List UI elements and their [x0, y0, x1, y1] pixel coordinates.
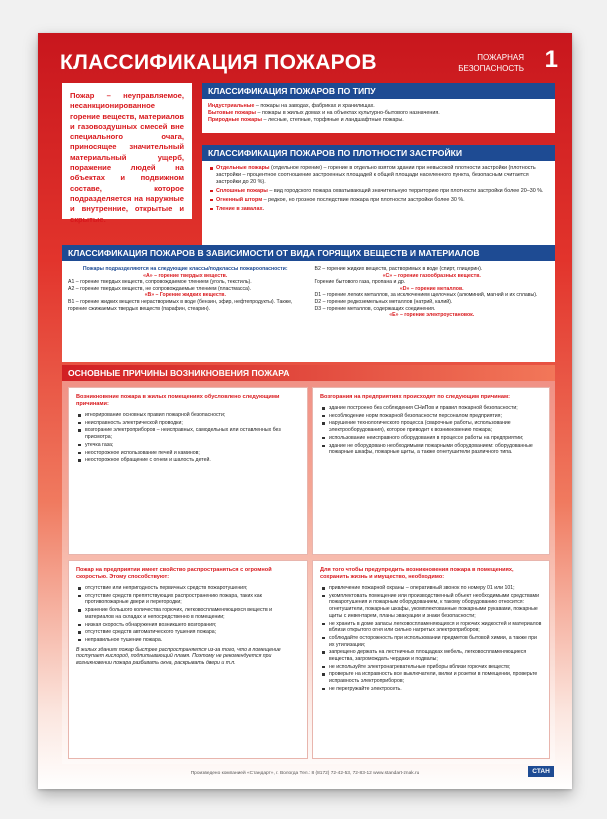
item-term: Индустриальные — [208, 103, 255, 109]
section-heading: ОСНОВНЫЕ ПРИЧИНЫ ВОЗНИКНОВЕНИЯ ПОЖАРА — [62, 365, 555, 381]
section-heading: КЛАССИФИКАЦИЯ ПОЖАРОВ В ЗАВИСИМОСТИ ОТ ВИДА ГОРЯЩИХ ВЕЩЕСТВ И МАТЕРИАЛОВ — [62, 245, 555, 261]
list-item: отсутствие или непригодность первичных средств пожаротушения; — [85, 585, 300, 592]
item-term: Сплошные пожары — [216, 187, 268, 194]
list-item: проверьте на исправность все выключатели, вилки и розетки в помещении, проверьте исправность электроприборов; — [329, 671, 542, 684]
list-item — [216, 188, 549, 195]
item-term: Природные пожары — [208, 116, 263, 123]
list-item — [216, 206, 549, 213]
fire-prevention: Для того чтобы предупредить возникновения пожара в помещениях, сохранить жизнь и имущество, необходимо: привлечение пожарной охраны – оперативный звонок по номеру 01 или 101; укомплектовать помещение или производственный объект необходимыми средствами пожаротушения и пожарным оборудованием, к такому оборудованию относится: огнетушители, пожарные шкафы, укомплектованные пожарными рукавами, пожарные щиты с инвентарем, планы эвакуации и знаки безопасности; не хранить в доме запасы легковоспламеняющихся и горючих жидкостей и материалов вблизи открытого огня или сильно нагретых электроприборов; соблюдайте осторожность при использовании предметов бытовой химии, а также при их утилизации; запрещено держать на лестничных площадках мебель, легковоспламеняющиеся вещества, загромождать чердаки и подвалы; не используйте электронагревательные приборы вблизи горючих веществ; проверьте на исправность все выключатели, вилки и розетки в помещении, проверьте исправность электроприборов; не перегружайте электросеть. — [312, 560, 550, 759]
prevention-list — [320, 585, 542, 693]
class-b1: B1 – горение жидких веществ нерастворимых в воде (бензин, эфир, нефтепродукты). Также, горение сжижаемых твердых веществ (парафин, стеарин). — [68, 298, 293, 312]
classification-by-type — [202, 83, 555, 133]
class-a: «А» – горение твердых веществ. — [143, 272, 228, 279]
item-text: – редкое, но грозное последствие пожара при плотности застройки более 30 %. — [262, 196, 465, 203]
causes-homes: Возникновение пожара в жилых помещениях обусловлено следующими причинами: игнорирование основных правил пожарной безопасности; неисправность электрической проводки; возгорание электроприборов – неисправных, самодельных или оставленных без присмотра; утечка газа; неосторожное использование печей и каминов; неосторожное обращение с огнем и шалость детей. — [68, 387, 308, 555]
spread-note: В жилых зданиях пожар быстрее распространяется из-за того, что в помещение поступает кислород, подпитывающий пламя. Поэтому не рекомендуется при возникновении пожара разбивать окна, раскрывать двери и т.п. — [76, 646, 281, 667]
list-item: неправильное тушение пожара. — [85, 637, 300, 644]
list-item: игнорирование основных правил пожарной безопасности; — [85, 412, 300, 419]
list-item: отсутствие средств автоматического тушения пожара; — [85, 629, 300, 636]
poster-number: 1 — [544, 46, 558, 73]
list-item: возгорание электроприборов – неисправных, самодельных или оставленных без присмотра; — [85, 427, 300, 440]
class-b: «В» – Горение жидких веществ. — [144, 292, 226, 299]
class-a1: A1 – горение твердых веществ, сопровождаемое тлением (уголь, текстиль). — [68, 279, 252, 286]
materials-intro: Пожары подразделяются на следующие классы/подклассы пожароопасности: — [82, 266, 288, 272]
item-text: – лесные, степные, торфяные и ландшафтные пожары. — [262, 116, 404, 123]
causes-homes-list — [76, 412, 300, 464]
fire-spread-factors: Пожар на предприятии имеет свойство распространяться с огромной скоростью. Этому способствуют: отсутствие или непригодность первичных средств пожаротушения; отсутствие средств препятствующих распространению пожара, таких как противопожарные двери и перегородки; хранение большого количества горючих, легковоспламеняющихся веществ и материалов на складах и непосредственно в помещении; низкая скорость обнаружения возникшего возгорания; отсутствие средств автоматического тушения пожара; неправильное тушение пожара. В жилых зданиях пожар быстрее распространяется из-за того, что в помещение поступает кислород, подпитывающий пламя. Поэтому не рекомендуется при возникновении пожара разбивать окна, раскрывать двери и т.п. — [68, 560, 308, 759]
poster — [38, 33, 572, 789]
fire-causes — [62, 365, 555, 764]
list-item: не хранить в доме запасы легковоспламеняющихся и горючих жидкостей и материалов вблизи открытого огня или сильно нагретых электроприборов; — [329, 620, 542, 634]
brand-logo: CTAH — [528, 766, 554, 777]
class-d2: D2 – горение редкоземельных металлов (натрий, калий). — [314, 298, 453, 305]
list-item: не используйте электронагревательные приборы вблизи горючих веществ; — [329, 664, 542, 671]
list-item: использование неисправного оборудования в процессе работы на предприятии; — [329, 435, 542, 442]
list-item — [208, 103, 549, 110]
class-d3: D3 – горение металлов, содержащих соединения. — [314, 305, 436, 312]
spread-list — [76, 585, 300, 644]
item-text: – вид городского пожара охватывающий значительную территорию при плотности застройки более 20–30 %. — [267, 187, 544, 194]
list-item: запрещено держать на лестничных площадках мебель, легковоспламеняющиеся вещества, загромождать чердаки и подвалы; — [329, 649, 542, 662]
section-heading: КЛАССИФИКАЦИЯ ПОЖАРОВ ПО ТИПУ — [202, 83, 555, 99]
list-item: здание построено без соблюдения СНиПов и правил пожарной безопасности; — [329, 405, 542, 412]
list-item: укомплектовать помещение или производственный объект необходимыми средствами пожаротушения и пожарным оборудованием, к такому оборудованию относится: огнетушители, пожарные шкафы, укомплектованные пожарными рукавами, пожарные щиты с инвентарем, планы эвакуации и знаки безопасности; — [329, 593, 542, 620]
list-item: отсутствие средств препятствующих распространению пожара, таких как противопожарные двери и перегородки; — [85, 593, 300, 606]
density-list — [208, 165, 549, 212]
category-label: ПОЖАРНАЯ БЕЗОПАСНОСТЬ — [458, 53, 524, 73]
list-item: здание не оборудовано необходимыми пожарными оборудованием: оборудованные пожарные шкафы, пожарные щиты, а также огнетушители различного типа. — [329, 443, 542, 456]
list-item: соблюдайте осторожность при использовании предметов бытовой химии, а также при их утилизации; — [329, 635, 542, 648]
item-text: (отдельное горение) – горение в отдельно взятом здании при невысокой плотности застройки (плотность застройки – процентное соотношение застроенных площадей к общей площади населенного пункта, безопасным считается застройки до 20 %). — [216, 165, 536, 185]
list-item — [216, 165, 549, 185]
class-b2: B2 – горение жидких веществ, растворимых в воде (спирт, глицерин). — [314, 266, 483, 272]
item-term: Тление в завалах. — [216, 205, 264, 212]
causes-enterprises: Возгорания на предприятиях происходят по следующим причинам: здание построено без соблюдения СНиПов и правил пожарной безопасности; несоблюдение норм пожарной безопасности персоналом предприятия; нарушение технологического процесса (сварочные работы, использование электрооборудования), которое приводит к возникновению пожара; использование неисправного оборудования в процессе работы на предприятии; здание не оборудовано необходимыми пожарными оборудованием: оборудованные пожарные шкафы, пожарные щиты, а также огнетушители различного типа. — [312, 387, 550, 555]
fire-definition: Пожар – неуправляемое, несанкционированное горение веществ, материалов и газовоздушных смесей вне специального очага, приносящее значительный материальный ущерб, поражение людей на объектах и подвижном составе, которое подразделяется на наружные и внутренние, открытые и скрытые. — [62, 83, 192, 219]
list-item: неосторожное использование печей и каминов; — [85, 450, 300, 457]
list-item: нарушение технологического процесса (сварочные работы, использование электрооборудования), которое приводит к возникновению пожара; — [329, 420, 542, 433]
item-text: – пожары в жилых домах и на объектах культурно-бытового назначения. — [256, 109, 440, 116]
list-item: неосторожное обращение с огнем и шалость детей. — [85, 457, 300, 464]
item-term: Огненный шторм — [216, 196, 263, 203]
list-item: не перегружайте электросеть. — [329, 686, 542, 693]
class-c-text: Горение бытового газа, пропана и др. — [314, 279, 406, 286]
class-d1: D1 – горение легких металлов, за исключением щелочных (алюминий, магний и их сплавы). — [314, 292, 538, 299]
list-item: несоблюдение норм пожарной безопасности персоналом предприятия; — [329, 413, 542, 420]
classification-by-materials — [62, 245, 555, 362]
list-item — [208, 110, 549, 117]
list-item: хранение большого количества горючих, легковоспламеняющихся веществ и материалов на складах и непосредственно в помещении; — [85, 607, 300, 620]
class-c: «С» – горение газообразных веществ. — [382, 272, 481, 279]
class-a2: A2 – горение твердых веществ, не сопровождаемые тлением (пластмасса). — [68, 285, 252, 292]
list-item — [208, 117, 549, 124]
class-d: «D» – горение металлов. — [399, 285, 464, 292]
list-item: низкая скорость обнаружения возникшего возгорания; — [85, 622, 300, 629]
poster-title: КЛАССИФИКАЦИЯ ПОЖАРОВ — [60, 51, 377, 74]
list-item: неисправность электрической проводки; — [85, 420, 300, 427]
list-item: утечка газа; — [85, 442, 300, 449]
class-e: «Е» – горение электроустановок. — [389, 312, 475, 319]
item-term: Бытовые пожары — [208, 109, 257, 116]
type-list — [202, 99, 555, 127]
list-item: привлечение пожарной охраны – оперативный звонок по номеру 01 или 101; — [329, 585, 542, 592]
causes-enterprises-list — [320, 405, 542, 456]
list-item — [216, 197, 549, 204]
footer-contacts: Произведено компанией «Стандарт», г. Вологда Тел.: 8 (8172) 72-42-53, 72-83-12 www.standart-znak.ru — [190, 771, 420, 776]
item-text: – пожары на заводах, фабриках и хранилищах. — [254, 103, 375, 109]
item-term: Отдельные пожары — [216, 165, 270, 171]
section-heading: КЛАССИФИКАЦИЯ ПОЖАРОВ ПО ПЛОТНОСТИ ЗАСТРОЙКИ — [202, 145, 555, 161]
